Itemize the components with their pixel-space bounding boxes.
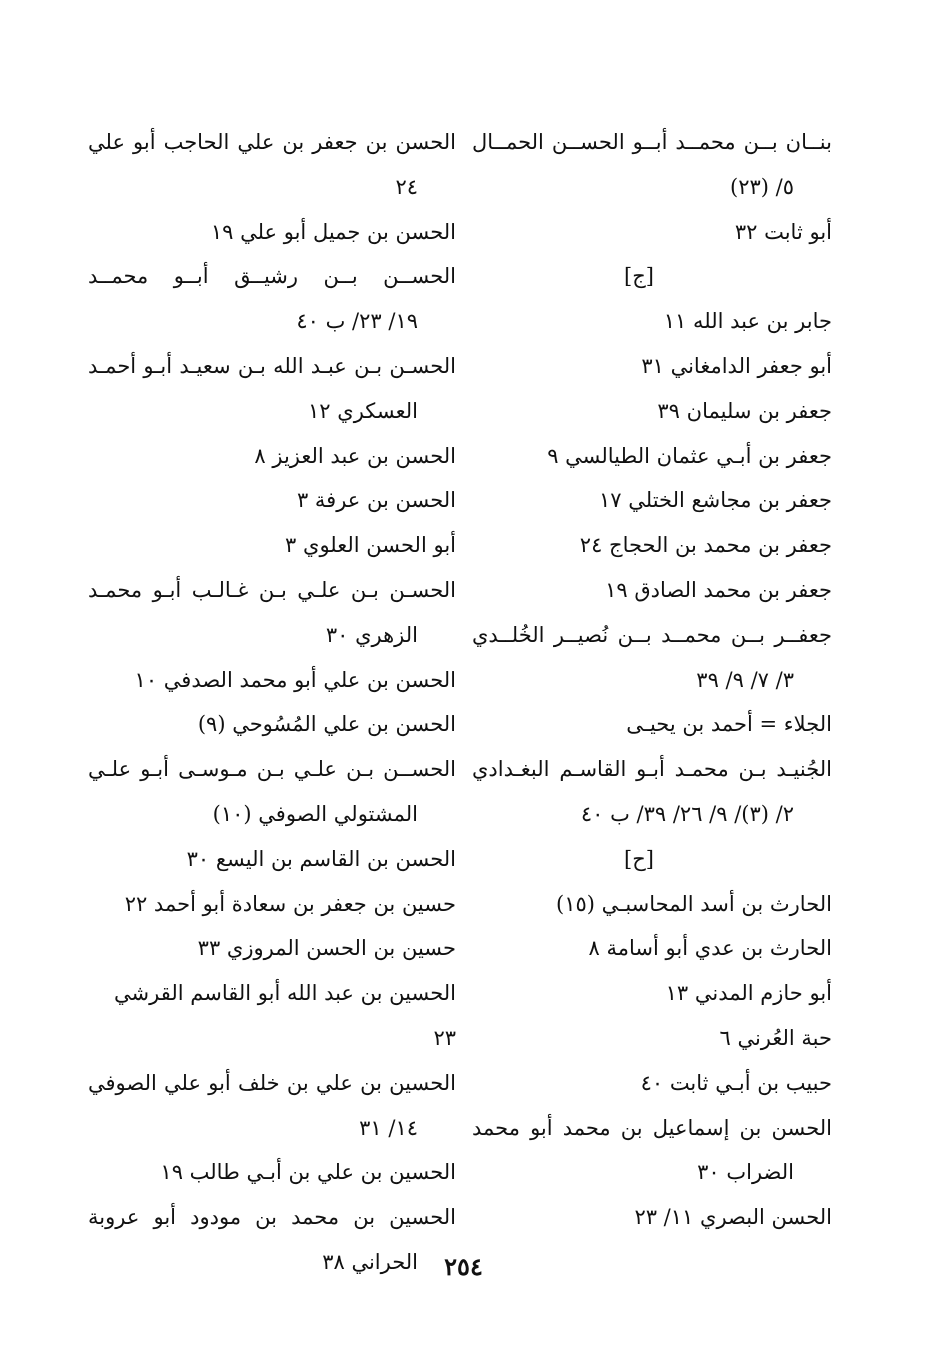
index-column-right	[472, 120, 832, 1240]
index-entry-pages: ١٩/ ٢٣/ ب ٤٠	[296, 309, 418, 334]
index-entry	[88, 120, 456, 210]
index-entry-name: الحسن بن علي أبو محمد الصدفي ١٠	[134, 667, 456, 692]
index-entry-name: الحسـن بـن علـي بـن غـالـب أبـو محمـد	[88, 577, 456, 602]
index-entry	[88, 747, 456, 837]
index-entry-name: جعفر بن سليمان ٣٩	[657, 398, 832, 423]
index-entry-name: حسين بن جعفر بن سعادة أبو أحمد ٢٢	[124, 891, 456, 916]
index-entry	[472, 120, 832, 210]
index-entry-pages: المشتولي الصوفي (١٠)	[212, 801, 418, 826]
index-entry	[472, 702, 832, 747]
index-entry	[88, 971, 456, 1061]
index-entry-name: أبو الحسن العلوي ٣	[285, 533, 456, 558]
index-entry-name: الحسن بن عرفة ٣	[296, 488, 456, 513]
index-entry-name: جعفر بن مجاشع الختلي ١٧	[599, 488, 832, 513]
index-entry-name: الحســن بـن علـي بـن مـوسـى أبـو علـي	[88, 757, 456, 782]
index-entry-name: جعفــر بــن محمــد بــن نُصيــر الخُلــدي	[472, 622, 832, 647]
index-entry	[472, 613, 832, 703]
page-number: ٢٥٤	[444, 1252, 483, 1281]
index-entry-name: أبو جعفر الدامغاني ٣١	[641, 353, 832, 378]
index-entry	[88, 658, 456, 703]
index-entry	[88, 1150, 456, 1195]
index-entry	[472, 971, 832, 1016]
index-entry-name: جعفر بن محمد الصادق ١٩	[605, 577, 832, 602]
index-entry	[472, 1106, 832, 1196]
index-entry	[88, 926, 456, 971]
index-entry-pages: ٥/ (٢٣)	[730, 174, 794, 199]
index-section-heading	[472, 254, 832, 299]
index-entry-name: الحسن بن علي المُسُوحي (٩)	[197, 712, 456, 737]
index-entry-name: الحسـن بـن عبـد الله بـن سعيـد أبـو أحمـد	[88, 353, 456, 378]
index-entry	[472, 568, 832, 613]
index-section-heading	[472, 837, 832, 882]
index-entry	[472, 926, 832, 971]
index-entry	[88, 210, 456, 255]
index-entry	[88, 702, 456, 747]
index-entry	[472, 299, 832, 344]
index-entry-pages: ٢/ (٣)/ ٩/ ٢٦/ ٣٩/ ب ٤٠	[580, 801, 794, 826]
index-entry	[472, 882, 832, 927]
index-entry	[472, 1195, 832, 1240]
index-entry-pages: الزهري ٣٠	[325, 622, 418, 647]
index-entry-name: الحسين بن علي بن خلف أبو علي الصوفي	[88, 1070, 456, 1095]
index-entry	[472, 1061, 832, 1106]
index-entry	[472, 523, 832, 568]
index-entry-name: [ح]	[624, 846, 654, 871]
index-entry-name: الحسين بن علي بن أبـي طالب ١٩	[160, 1160, 456, 1185]
index-entry-name: بنــان بــن محمــد أبــو الحســن الحمــال	[472, 130, 832, 154]
index-entry-name: جعفر بن أبـي عثمان الطيالسي ٩	[547, 443, 832, 468]
index-entry	[88, 478, 456, 523]
index-entry-name: الحسن البصري ١١/ ٢٣	[634, 1205, 832, 1230]
index-entry-pages: الحراني ٣٨	[322, 1249, 418, 1274]
index-entry-name: الحسن بن إسماعيل بن محمد أبو محمد	[472, 1115, 832, 1140]
index-entry-name: الحسن بن القاسم بن اليسع ٣٠	[186, 846, 456, 871]
index-entry	[88, 1061, 456, 1151]
index-entry-name: أبو حازم المدني ١٣	[665, 981, 832, 1006]
index-entry	[472, 210, 832, 255]
index-entry-name: حبة العُرني ٦	[719, 1025, 832, 1050]
index-entry-name: الحسن بن عبد العزيز ٨	[254, 443, 456, 468]
index-entry	[88, 568, 456, 658]
index-entry-name: أبو ثابت ٣٢	[734, 219, 832, 244]
index-entry-pages: ٣/ ٧/ ٩/ ٣٩	[696, 667, 794, 692]
index-entry-name: جعفر بن محمد بن الحجاج ٢٤	[579, 533, 832, 558]
index-entry-name: الحسن بن جميل أبو علي ١٩	[210, 219, 456, 244]
index-entry-name: الجلاء = أحمد بن يحيـى	[626, 712, 832, 737]
index-entry	[472, 344, 832, 389]
index-entry-name: جابر بن عبد الله ١١	[663, 309, 832, 334]
index-entry-name: [ج]	[624, 264, 654, 289]
index-entry-name: حبيب بن أبـي ثابت ٤٠	[640, 1070, 832, 1095]
index-entry-name: الجُنيـد بـن محمـد أبـو القاسـم البغـدادي	[472, 757, 832, 782]
index-entry-name: حسين بن الحسن المروزي ٣٣	[197, 936, 456, 961]
index-entry	[88, 434, 456, 479]
index-entry-pages: ٢٤	[395, 174, 418, 199]
index-entry	[472, 747, 832, 837]
index-entry	[472, 478, 832, 523]
index-column-left	[88, 120, 456, 1285]
index-entry-name: الحسين بن محمد بن مودود أبو عروبة	[88, 1205, 456, 1230]
index-entry	[88, 837, 456, 882]
index-entry-pages: الضراب ٣٠	[697, 1160, 794, 1185]
index-entry-pages: ١٤/ ٣١	[359, 1115, 418, 1140]
index-entry-pages: العسكري ١٢	[308, 398, 418, 423]
index-entry	[88, 882, 456, 927]
index-entry-name: الحسن بن جعفر بن علي الحاجب أبو علي	[88, 130, 456, 154]
index-entry-name: الحســن بــن رشيــق أبــو محمــد	[88, 264, 456, 289]
index-entry	[88, 523, 456, 568]
index-entry	[472, 389, 832, 434]
index-entry-name: الحارث بن أسد المحاسبـي (١٥)	[556, 891, 832, 916]
index-entry	[88, 254, 456, 344]
index-entry	[472, 1016, 832, 1061]
index-entry-name: الحسين بن عبد الله أبو القاسم القرشي ٢٣	[114, 981, 456, 1050]
index-entry	[472, 434, 832, 479]
index-entry-name: الحارث بن عدي أبو أسامة ٨	[588, 936, 832, 961]
index-entry	[88, 344, 456, 434]
